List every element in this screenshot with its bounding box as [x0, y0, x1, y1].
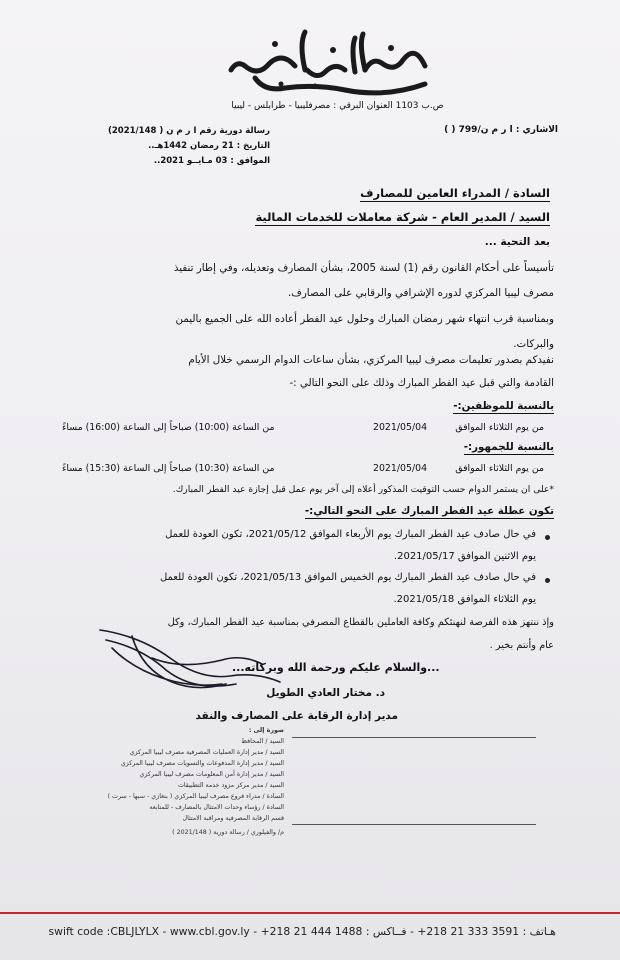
signatory-title: مدير إدارة الرقابة على المصارف والنقد	[195, 710, 398, 722]
copies-rule	[292, 824, 536, 825]
copies-line: السادة / رؤساء وحدات الامتثال بالمصارف - للمتابعة	[149, 804, 284, 811]
circular-details	[108, 124, 270, 169]
public-date: 2021/05/04	[373, 463, 428, 474]
holiday-heading: تكون عطلة عيد الفطر المبارك على النحو التالي:-	[304, 505, 554, 517]
employees-date: 2021/05/04	[373, 422, 428, 433]
handwritten-signature	[92, 618, 292, 708]
paragraph-2-line-2: والبركات.	[513, 338, 554, 350]
copies-line: السيد / مدير إدارة العمليات المصرفية مصرف ليبيا المركزي	[129, 749, 284, 756]
public-hours: من الساعة (10:30) صباحاً إلى الساعة (15:30) مساءً	[62, 463, 275, 474]
recipient-line-1: السادة / المدراء العامين للمصارف	[360, 186, 550, 200]
paragraph-1-line-1: تأسيساً على أحكام القانون رقم (1) لسنة 2005، بشأن المصارف وتعديله، وفي إطار تنفيذ	[173, 262, 554, 274]
footer-contact: هـاتف : 3591 333 21 218+ - فــاكس : 1488 444 21 218+ - swift code :CBLJLYLX - www.cbl.gov.ly	[48, 925, 556, 938]
employees-day: من يوم الثلاثاء الموافق	[455, 422, 544, 433]
address-line: ص.ب 1103 العنوان البرقي : مصرفليبيا - طرابلس - ليبيا	[231, 101, 444, 111]
paragraph-3-line-1: نفيدكم بصدور تعليمات مصرف ليبيا المركزي، بشأن ساعات الدوام الرسمي خلال الأيام	[188, 354, 554, 366]
paragraph-3-line-2: القادمة والتي قبل عيد الفطر المبارك وذلك على النحو التالي :-	[289, 377, 554, 389]
employees-hours: من الساعة (10:00) صباحاً إلى الساعة (16:00) مساءً	[62, 422, 275, 433]
copies-line: السادة / مدراء فروع مصرف ليبيا المركزي ( بنغازي - سبها - سرت )	[107, 793, 284, 800]
public-heading: بالنسبة للجمهور:-	[463, 441, 554, 453]
cbl-logo	[215, 26, 445, 98]
holiday-option-2-line-1: في حال صادف عيد الفطر المبارك يوم الخميس الموافق 2021/05/13، تكون العودة للعمل	[159, 572, 536, 583]
closing-line-1: وإذ ننتهز هذه الفرصة لنهنئكم وكافة العاملين بالقطاع المصرفي بمناسبة عيد الفطر المبارك، وكل	[167, 617, 554, 628]
copies-line: السيد / مدير مركز مزود خدمة التطبيقات	[177, 782, 284, 789]
bullet-1-dot	[545, 535, 550, 540]
footer-rule	[0, 912, 620, 914]
copies-line: قسم الرقابة المصرفية ومراقبة الامتثال	[182, 815, 284, 822]
salam-line: ...والسلام عليكم ورحمة الله وبركاته...	[232, 661, 440, 674]
copies-line: السيد / مدير إدارة المدفوعات والتسويات مصرف ليبيا المركزي	[120, 760, 284, 767]
public-day: من يوم الثلاثاء الموافق	[455, 463, 544, 474]
paragraph-1-line-2: مصرف ليبيا المركزي لدوره الإشرافي والرقابي على المصارف.	[287, 287, 554, 299]
copies-heading: صورة إلى :	[248, 727, 284, 734]
circular-number: رسالة دورية رقم ا ر م ن ( 2021/148)	[108, 126, 271, 136]
schedule-note: *على ان يستمر الدوام حسب التوقيت المذكور أعلاه إلى آخر يوم عمل قبل إجازة عيد الفطر المبارك.	[172, 484, 554, 495]
recipient-line-2: السيد / المدير العام - شركة معاملات للخدمات المالية	[255, 210, 550, 224]
holiday-option-1-line-2: يوم الاثنين الموافق 2021/05/17.	[393, 551, 536, 562]
copies-line: السيد / المحافظ	[241, 738, 284, 745]
date-hijri: التاريخ : 21 رمضان 1442هـ..	[148, 141, 271, 151]
paragraph-2-line-1: وبمناسبة قرب انتهاء شهر رمضان المبارك وحلول عيد الفطر أعاده الله على الجميع باليمن	[175, 313, 554, 325]
copies-rule	[292, 737, 536, 738]
closing-line-2: عام وأنتم بخير .	[489, 640, 554, 651]
employees-heading: بالنسبة للموظفين:-	[453, 400, 554, 412]
copies-line: السيد / مدير إدارة أمن المعلومات مصرف ليبيا المركزي	[139, 771, 284, 778]
copies-footer: م/ والفيلوري / رسالة دورية ( 2021/148 )	[172, 829, 284, 836]
holiday-option-2-line-2: يوم الثلاثاء الموافق 2021/05/18.	[393, 594, 536, 605]
bullet-2-dot	[545, 578, 550, 583]
signatory-name: د. مختار العادي الطويل	[266, 687, 385, 699]
holiday-option-1-line-1: في حال صادف عيد الفطر المبارك يوم الأربعاء الموافق 2021/05/12، تكون العودة للعمل	[165, 529, 536, 540]
reference-number: الاشاري : ا ر م ن/799 ( )	[444, 125, 558, 135]
date-gregorian: الموافق : 03 مـايــو 2021..	[153, 156, 271, 166]
greeting: بعد التحية ...	[484, 236, 550, 248]
